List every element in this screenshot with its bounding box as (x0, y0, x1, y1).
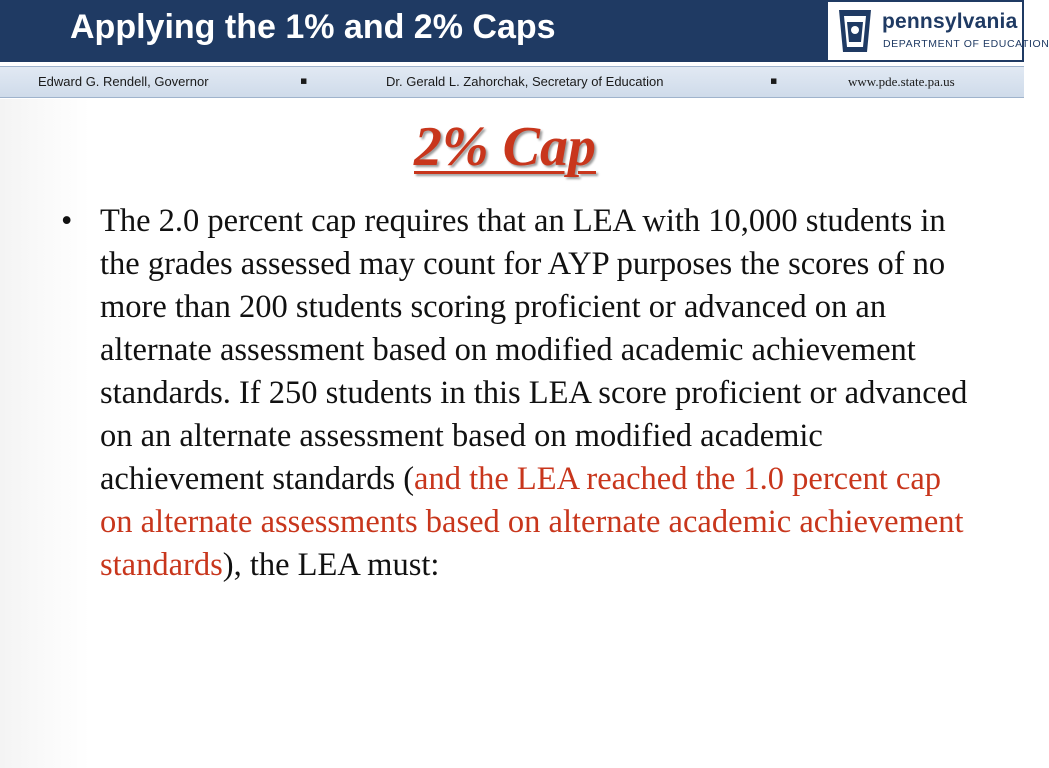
pde-logo (828, 2, 1049, 60)
separator-icon: ▪ (300, 74, 308, 87)
bullet-icon: • (61, 203, 73, 239)
keystone-icon (835, 8, 875, 54)
governor-name: Edward G. Rendell, Governor (38, 74, 209, 89)
website-link[interactable]: www.pde.state.pa.us (848, 74, 955, 89)
logo-wordmark: pennsylvania (882, 10, 1018, 33)
secretary-name: Dr. Gerald L. Zahorchak, Secretary of Education (386, 74, 664, 89)
info-bar (0, 66, 1024, 98)
header-title: Applying the 1% and 2% Caps (70, 8, 556, 46)
bullet-text: The 2.0 percent cap requires that an LEA with 10,000 students in the grades assessed may count for AYP purposes the scores of no more than 200 students scoring proficient or advanced on an alternate assessment based on modified academic achievement standards. If 250 students in this LEA score proficient or advanced on an alternate assessment based on modified academic achievement standards ( (100, 203, 968, 497)
logo-subtitle: DEPARTMENT OF EDUCATION (883, 38, 1049, 50)
separator-icon: ▪ (770, 74, 778, 87)
header-bar (0, 0, 1049, 62)
list-item (55, 200, 975, 587)
bullet-highlight: and the LEA reached the 1.0 percent cap on alternate assessments based on alternate academic achievement standards (100, 461, 964, 583)
bullet-text-end: ), the LEA must: (222, 547, 440, 583)
slide-title: 2% Cap (414, 116, 596, 178)
bullet-list (55, 200, 975, 587)
